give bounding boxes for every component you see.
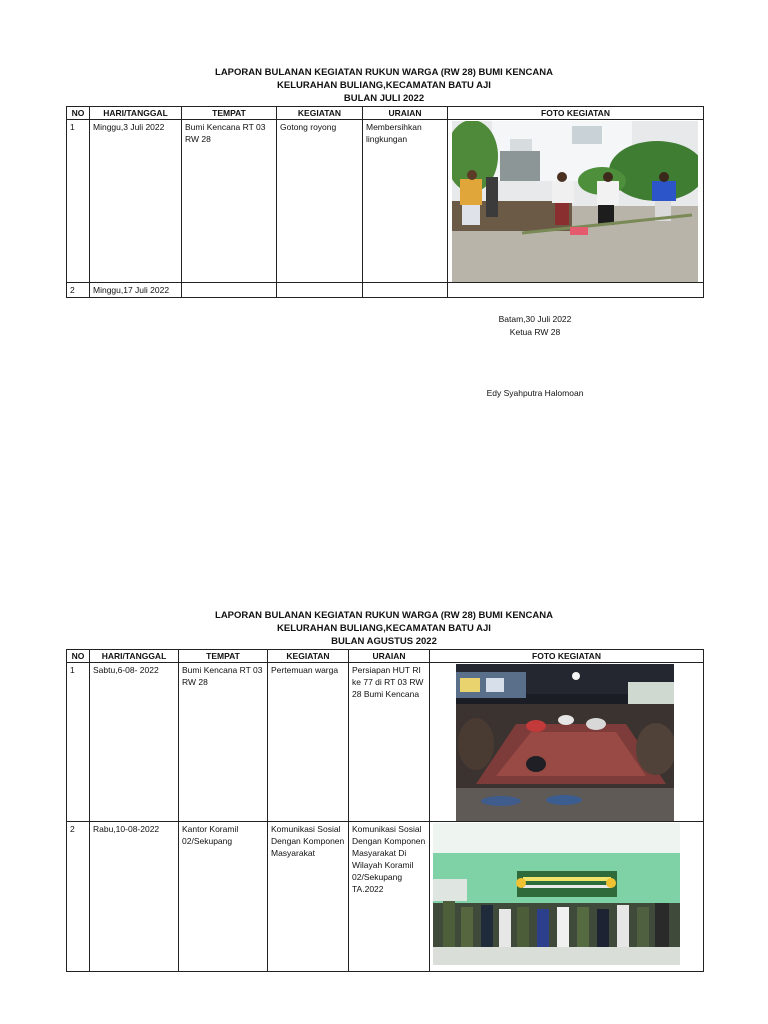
row-no: 1 xyxy=(67,120,90,283)
july-report-title xyxy=(0,66,768,105)
row-no: 2 xyxy=(67,283,90,298)
july-table-header xyxy=(67,107,704,120)
row-photo-cell xyxy=(448,120,704,283)
row-no: 2 xyxy=(67,822,90,972)
august-table-header xyxy=(67,650,704,663)
row-date: Minggu,17 Juli 2022 xyxy=(90,283,182,298)
signature-name: Edy Syahputra Halomoan xyxy=(486,388,584,398)
table-row xyxy=(67,120,704,283)
col-activity: KEGIATAN xyxy=(277,107,363,120)
table-row xyxy=(67,663,704,822)
col-place: TEMPAT xyxy=(182,107,277,120)
august-report-title xyxy=(0,609,768,648)
photo-komunikasi-sosial xyxy=(433,823,680,965)
photo-gotong-royong xyxy=(452,121,698,282)
col-no: NO xyxy=(67,650,90,663)
col-date: HARI/TANGGAL xyxy=(90,650,179,663)
row-date: Minggu,3 Juli 2022 xyxy=(90,120,182,283)
august-title-line-2: KELURAHAN BULIANG,KECAMATAN BATU AJI xyxy=(277,623,491,634)
row-description: Komunikasi Sosial Dengan Komponen Masyarakat Di Wilayah Koramil 02/Sekupang TA.2022 xyxy=(349,822,430,972)
col-activity: KEGIATAN xyxy=(268,650,349,663)
col-place: TEMPAT xyxy=(179,650,268,663)
signature-block xyxy=(460,313,610,339)
col-photo: FOTO KEGIATAN xyxy=(448,107,704,120)
col-description: URAIAN xyxy=(349,650,430,663)
col-description: URAIAN xyxy=(363,107,448,120)
row-photo-cell xyxy=(430,822,704,972)
row-description: Membersihkan lingkungan xyxy=(363,120,448,283)
photo-pertemuan-warga xyxy=(456,664,674,821)
table-row xyxy=(67,283,704,298)
signature-role: Ketua RW 28 xyxy=(509,327,561,337)
row-description: Persiapan HUT RI ke 77 di RT 03 RW 28 Bumi Kencana xyxy=(349,663,430,822)
col-no: NO xyxy=(67,107,90,120)
july-title-line-2: KELURAHAN BULIANG,KECAMATAN BATU AJI xyxy=(277,80,491,91)
august-title-line-1: LAPORAN BULANAN KEGIATAN RUKUN WARGA (RW 28) BUMI KENCANA xyxy=(215,610,553,621)
july-title-line-1: LAPORAN BULANAN KEGIATAN RUKUN WARGA (RW 28) BUMI KENCANA xyxy=(215,67,553,78)
row-no: 1 xyxy=(67,663,90,822)
row-photo-cell xyxy=(448,283,704,298)
row-description xyxy=(363,283,448,298)
row-activity: Pertemuan warga xyxy=(268,663,349,822)
signature-place-date: Batam,30 Juli 2022 xyxy=(498,314,572,324)
august-report-table xyxy=(66,649,704,972)
row-photo-cell xyxy=(430,663,704,822)
row-place: Bumi Kencana RT 03 RW 28 xyxy=(182,120,277,283)
col-date: HARI/TANGGAL xyxy=(90,107,182,120)
row-place xyxy=(182,283,277,298)
row-place: Kantor Koramil 02/Sekupang xyxy=(179,822,268,972)
july-report-table xyxy=(66,106,704,298)
row-activity xyxy=(277,283,363,298)
july-title-line-3: BULAN JULI 2022 xyxy=(343,93,425,104)
row-activity: Komunikasi Sosial Dengan Komponen Masyarakat xyxy=(268,822,349,972)
august-title-line-3: BULAN AGUSTUS 2022 xyxy=(331,636,437,647)
col-photo: FOTO KEGIATAN xyxy=(430,650,704,663)
row-activity: Gotong royong xyxy=(277,120,363,283)
row-date: Sabtu,6-08- 2022 xyxy=(90,663,179,822)
table-row xyxy=(67,822,704,972)
row-place: Bumi Kencana RT 03 RW 28 xyxy=(179,663,268,822)
row-date: Rabu,10-08-2022 xyxy=(90,822,179,972)
